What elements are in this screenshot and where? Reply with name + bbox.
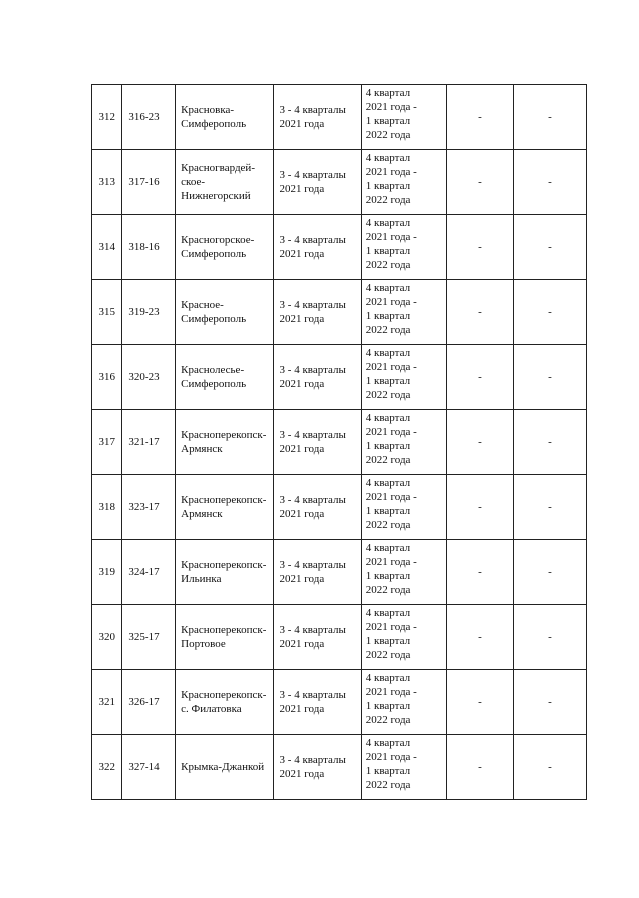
route-name: Краснолесье- Симферополь (176, 345, 273, 410)
period-cell: 3 - 4 кварталы 2021 года (273, 670, 361, 735)
period-cell: 3 - 4 кварталы 2021 года (273, 150, 361, 215)
route-name: Красноперекопск- с. Филатовка (176, 670, 273, 735)
term-cell: 4 квартал 2021 года - 1 квартал 2022 года (361, 345, 446, 410)
table-row (92, 540, 587, 605)
value-cell-6: - (446, 150, 513, 215)
route-name: Красноперекопск- Армянск (176, 475, 273, 540)
table-row (92, 345, 587, 410)
term-cell: 4 квартал 2021 года - 1 квартал 2022 года (361, 150, 446, 215)
route-code: 327-14 (122, 735, 176, 800)
term-cell: 4 квартал 2021 года - 1 квартал 2022 года (361, 540, 446, 605)
term-cell: 4 квартал 2021 года - 1 квартал 2022 года (361, 670, 446, 735)
value-cell-6: - (446, 410, 513, 475)
term-cell: 4 квартал 2021 года - 1 квартал 2022 года (361, 605, 446, 670)
route-name: Красногорское- Симферополь (176, 215, 273, 280)
route-name: Красноперекопск- Армянск (176, 410, 273, 475)
term-cell: 4 квартал 2021 года - 1 квартал 2022 года (361, 85, 446, 150)
value-cell-7: - (513, 540, 586, 605)
route-code: 318-16 (122, 215, 176, 280)
term-cell: 4 квартал 2021 года - 1 квартал 2022 года (361, 410, 446, 475)
route-name: Красновка- Симферополь (176, 85, 273, 150)
value-cell-6: - (446, 85, 513, 150)
route-code: 323-17 (122, 475, 176, 540)
table-row (92, 150, 587, 215)
row-number: 312 (92, 85, 122, 150)
table-row (92, 410, 587, 475)
route-name: Крымка-Джанкой (176, 735, 273, 800)
period-cell: 3 - 4 кварталы 2021 года (273, 85, 361, 150)
row-number: 316 (92, 345, 122, 410)
value-cell-7: - (513, 670, 586, 735)
period-cell: 3 - 4 кварталы 2021 года (273, 540, 361, 605)
route-name: Красногвардей- ское-Нижнегорский (176, 150, 273, 215)
route-code: 316-23 (122, 85, 176, 150)
period-cell: 3 - 4 кварталы 2021 года (273, 475, 361, 540)
route-code: 325-17 (122, 605, 176, 670)
value-cell-7: - (513, 605, 586, 670)
value-cell-6: - (446, 215, 513, 280)
term-cell: 4 квартал 2021 года - 1 квартал 2022 года (361, 475, 446, 540)
row-number: 319 (92, 540, 122, 605)
routes-table (91, 84, 587, 800)
value-cell-7: - (513, 345, 586, 410)
table-row (92, 85, 587, 150)
route-code: 326-17 (122, 670, 176, 735)
value-cell-6: - (446, 735, 513, 800)
term-cell: 4 квартал 2021 года - 1 квартал 2022 года (361, 280, 446, 345)
value-cell-6: - (446, 670, 513, 735)
value-cell-6: - (446, 475, 513, 540)
period-cell: 3 - 4 кварталы 2021 года (273, 215, 361, 280)
term-cell: 4 квартал 2021 года - 1 квартал 2022 года (361, 215, 446, 280)
value-cell-7: - (513, 410, 586, 475)
row-number: 322 (92, 735, 122, 800)
row-number: 313 (92, 150, 122, 215)
route-code: 317-16 (122, 150, 176, 215)
table-row (92, 215, 587, 280)
value-cell-6: - (446, 605, 513, 670)
table-row (92, 670, 587, 735)
route-code: 320-23 (122, 345, 176, 410)
value-cell-7: - (513, 280, 586, 345)
value-cell-7: - (513, 85, 586, 150)
period-cell: 3 - 4 кварталы 2021 года (273, 605, 361, 670)
period-cell: 3 - 4 кварталы 2021 года (273, 345, 361, 410)
value-cell-7: - (513, 215, 586, 280)
row-number: 315 (92, 280, 122, 345)
table-row (92, 280, 587, 345)
row-number: 317 (92, 410, 122, 475)
period-cell: 3 - 4 кварталы 2021 года (273, 735, 361, 800)
route-code: 321-17 (122, 410, 176, 475)
value-cell-6: - (446, 345, 513, 410)
period-cell: 3 - 4 кварталы 2021 года (273, 410, 361, 475)
term-cell: 4 квартал 2021 года - 1 квартал 2022 года (361, 735, 446, 800)
route-code: 324-17 (122, 540, 176, 605)
route-name: Красноперекопск- Портовое (176, 605, 273, 670)
row-number: 314 (92, 215, 122, 280)
route-name: Красноперекопск- Ильинка (176, 540, 273, 605)
route-code: 319-23 (122, 280, 176, 345)
value-cell-6: - (446, 280, 513, 345)
routes-table-body (92, 85, 587, 800)
value-cell-7: - (513, 735, 586, 800)
table-row (92, 475, 587, 540)
row-number: 321 (92, 670, 122, 735)
value-cell-7: - (513, 475, 586, 540)
row-number: 318 (92, 475, 122, 540)
value-cell-6: - (446, 540, 513, 605)
table-row (92, 605, 587, 670)
route-name: Красное- Симферополь (176, 280, 273, 345)
value-cell-7: - (513, 150, 586, 215)
period-cell: 3 - 4 кварталы 2021 года (273, 280, 361, 345)
table-row (92, 735, 587, 800)
row-number: 320 (92, 605, 122, 670)
